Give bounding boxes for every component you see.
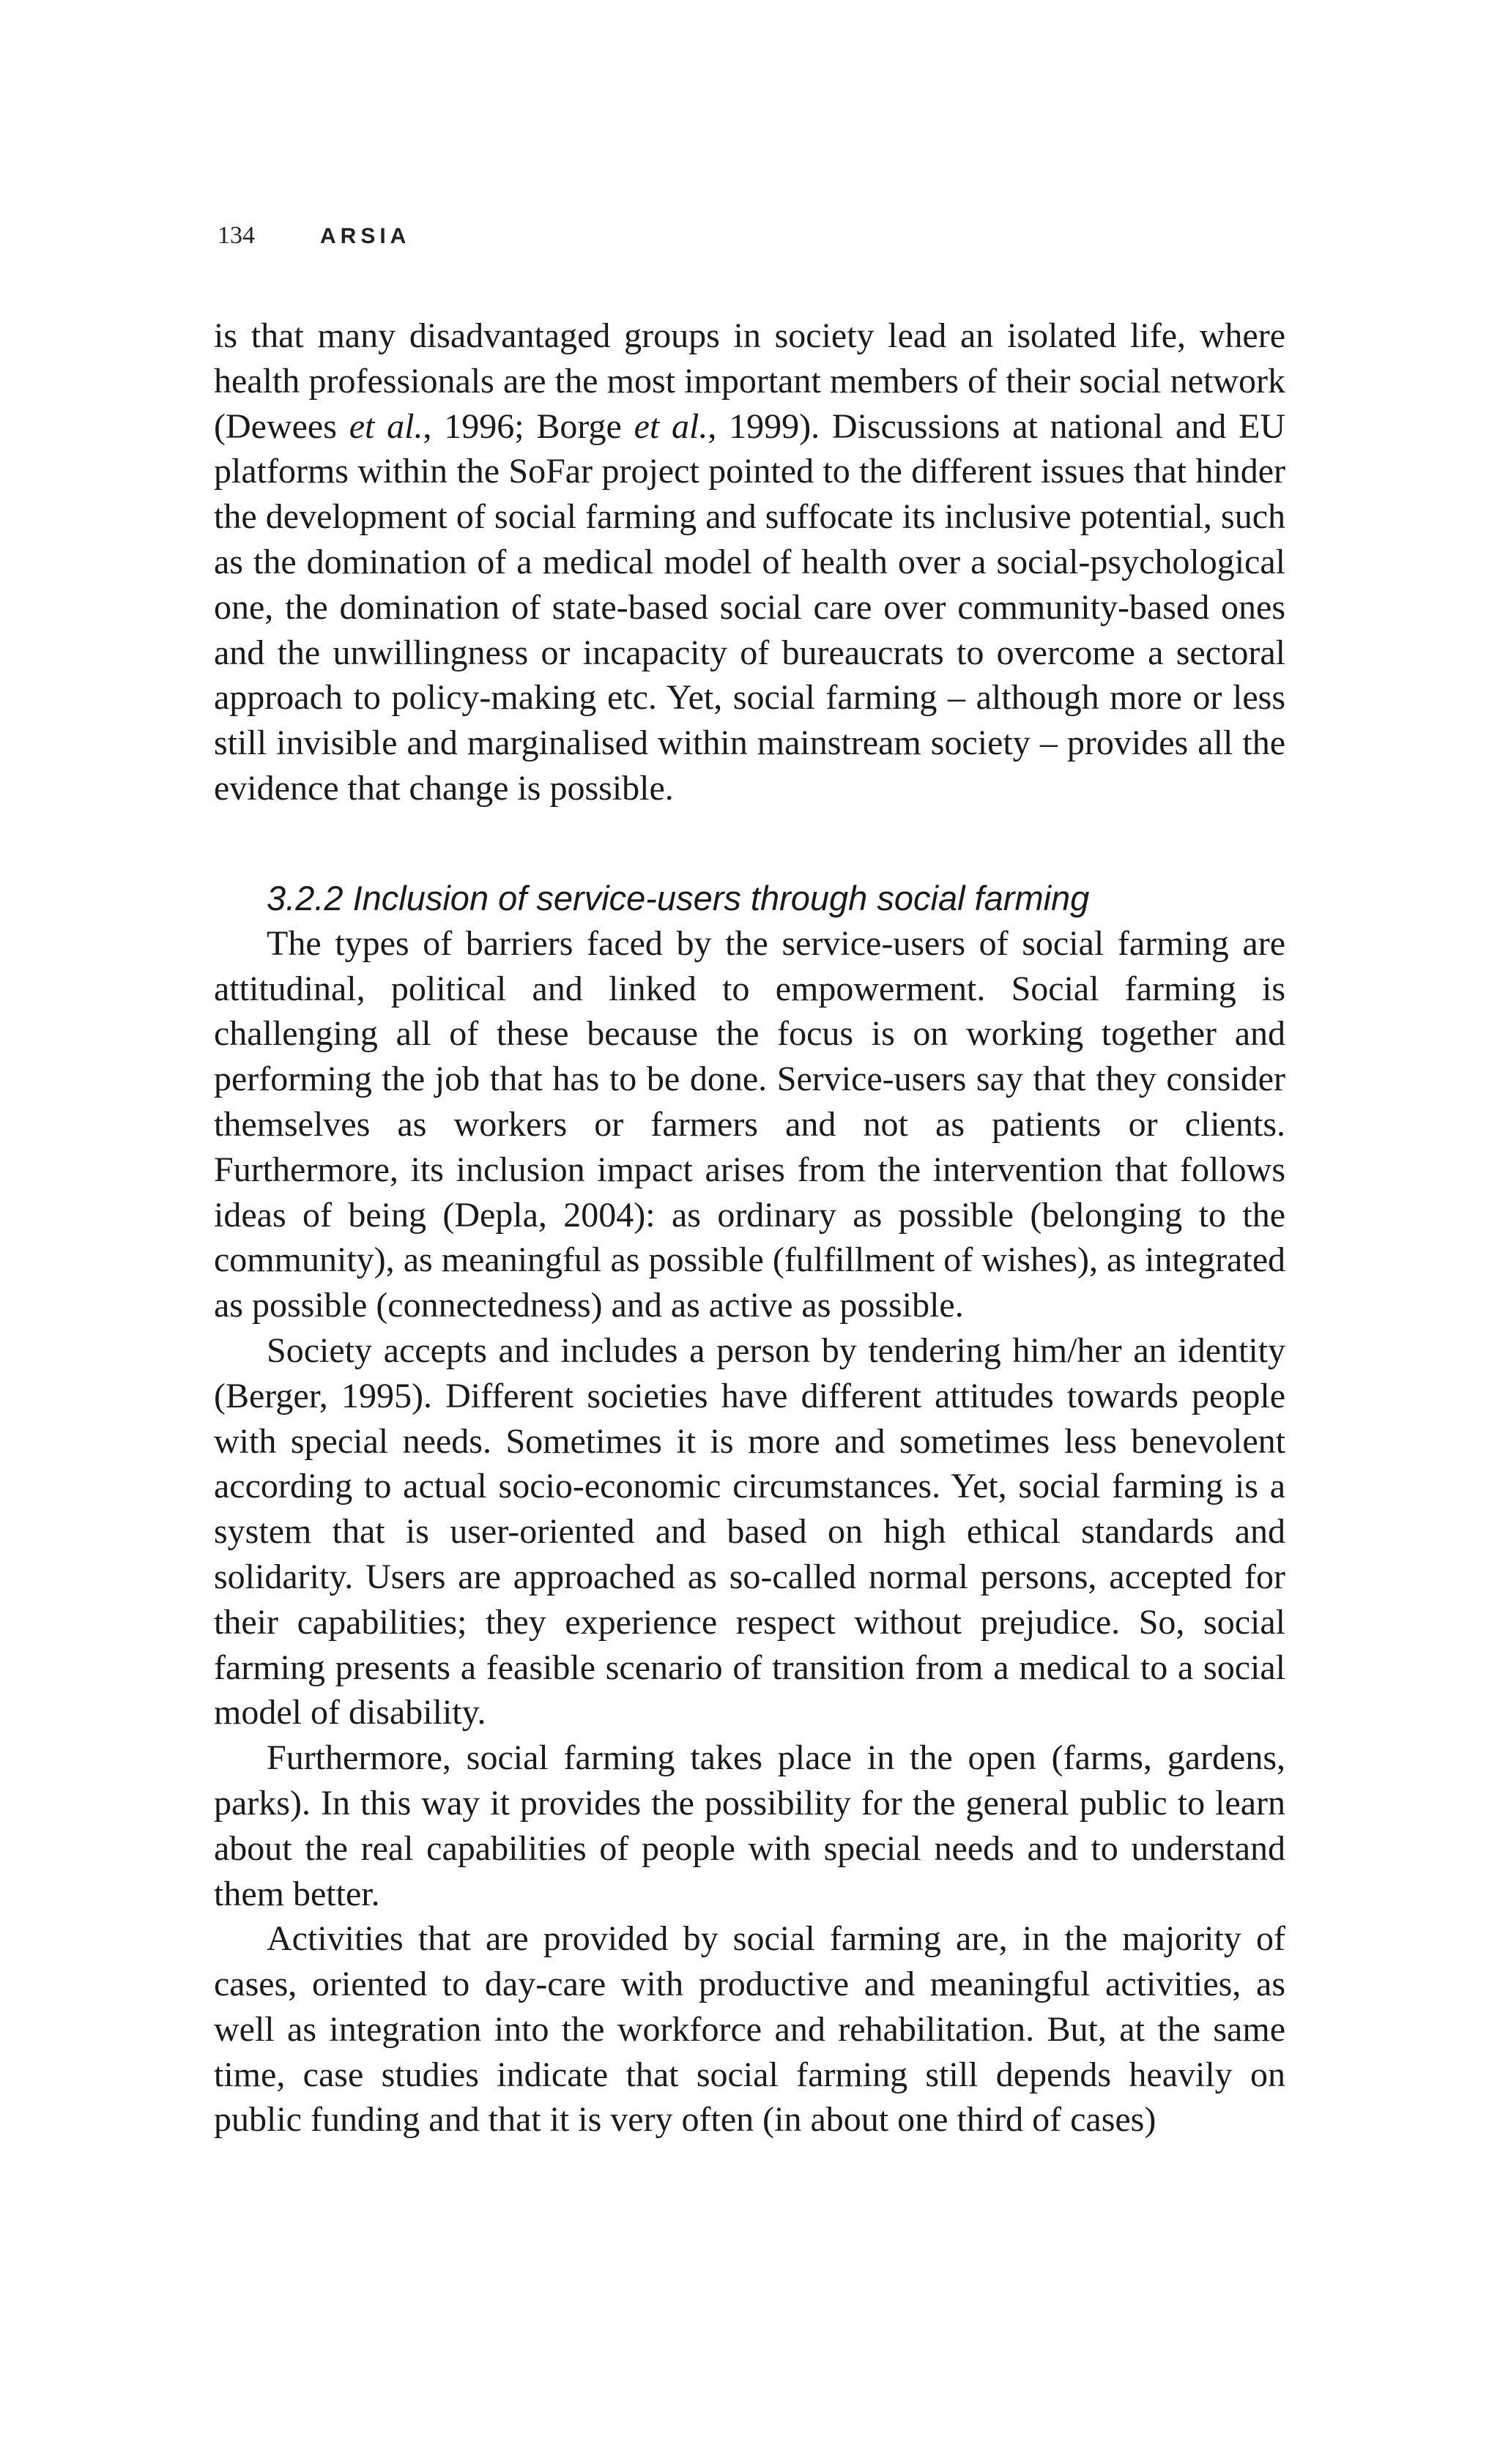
paragraph-1: is that many disadvantaged groups in society lead an isolated life, where health professionals are the most important members of their social network (Dewees et al., 1996; Borge et al., 1999). Discussions at national and EU platforms within the SoFar project pointed to the different issues that hinder the development of social farming and suffocate its inclusive potential, such as the domination of a medical model of health over a social-psychological one, the domination of state-based social care over community-based ones and the unwillingness or incapacity of bureaucrats to overcome a sectoral approach to policy-making etc. Yet, social farming – although more or less still invisible and marginalised within mainstream society – provides all the evidence that change is possible. [214,316,1285,808]
paragraph-4: Furthermore, social farming takes place in the open (farms, gardens, parks). In this way it provides the possibility for the general public to learn about the real capabilities of people with special needs and to understand them better. [214,1738,1285,1913]
page-number: 134 [218,222,255,249]
paragraph-5: Activities that are provided by social farming are, in the majority of cases, oriented to day-care with productive and meaningful activities, as well as integration into the workforce and rehabilitation. But, at the same time, case studies indicate that social farming still depends heavily on public funding and that it is very often (in about one third of cases) [214,1919,1285,2140]
body-text [214,313,1285,2143]
running-head [218,222,410,250]
citation-et-al: et al. [349,406,423,446]
running-title: ARSIA [320,224,411,248]
paragraph-2: The types of barriers faced by the service-users of social farming are attitudinal, political and linked to empowerment. Social farming is challenging all of these because the focus is on working together and performing the job that has to be done. Service-users say that they consider themselves as workers or farmers and not as patients or clients. Furthermore, its inclusion impact arises from the intervention that follows ideas of being (Depla, 2004): as ordinary as possible (belonging to the community), as meaningful as possible (fulfillment of wishes), as integrated as possible (connectedness) and as active as possible. [214,923,1285,1325]
citation-et-al: et al. [634,406,708,446]
section-heading: 3.2.2 Inclusion of service-users through social farming [267,878,1090,918]
paragraph-3: Society accepts and includes a person by tendering him/her an identity (Berger, 1995). Different societies have different attitudes towards people with special needs. Sometimes it is more and sometimes less benevolent according to actual socio-economic circumstances. Yet, social farming is a system that is user-oriented and based on high ethical standards and solidarity. Users are approached as so-called normal persons, accepted for their capabilities; they experience respect without prejudice. So, social farming presents a feasible scenario of transition from a medical to a social model of disability. [214,1330,1285,1732]
